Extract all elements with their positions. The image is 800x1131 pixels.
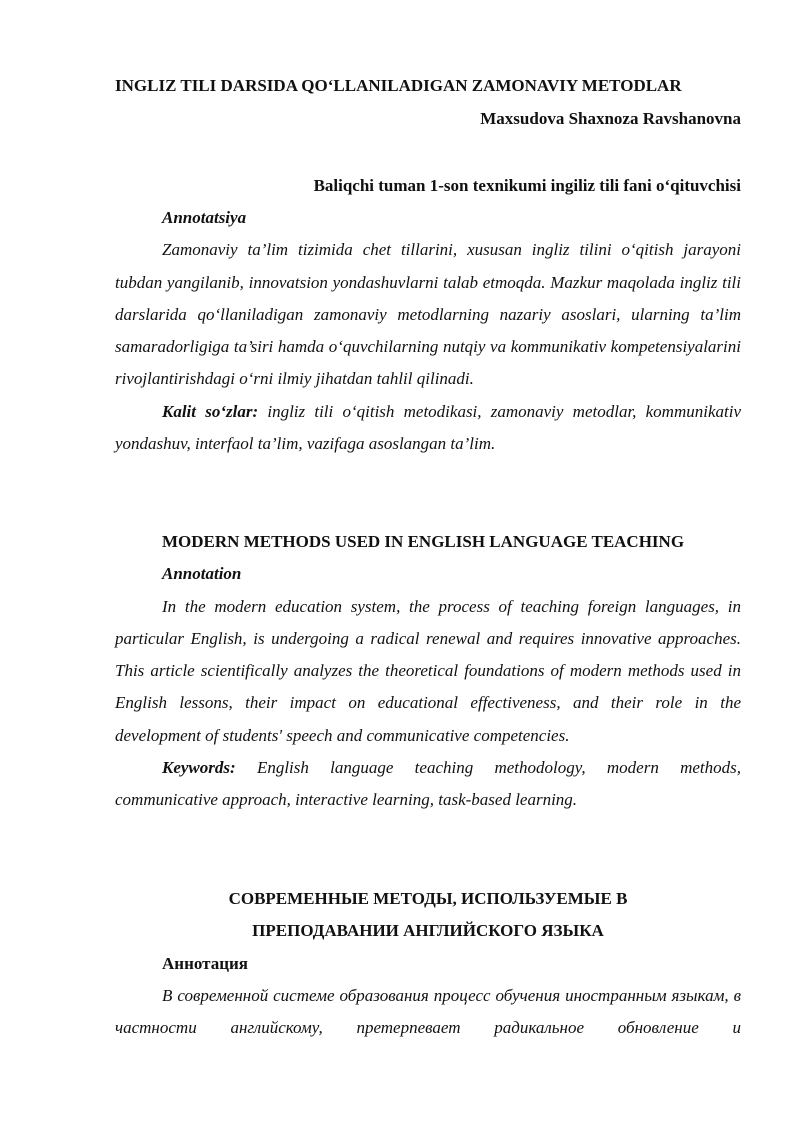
uz-annotation-heading: Annotatsiya	[162, 208, 247, 227]
en-annotation-text: In the modern education system, the process of teaching foreign languages, in particular English, is undergoing a radical renewal and requires innovative approaches. This article scientifically analyzes the theoretical foundations of modern methods used in English lessons, their impact on educational effectiveness, and their role in the development of students' speech and communicative competencies.	[115, 596, 741, 745]
author-name: Maxsudova Shaxnoza Ravshanovna	[480, 109, 741, 128]
ru-title-line-1: СОВРЕМЕННЫЕ МЕТОДЫ, ИСПОЛЬЗУЕМЫЕ В	[228, 889, 628, 908]
uz-keywords-text: ingliz tili o‘qitish metodikasi, zamonaviy metodlar, kommunikativ yondashuv, interfaol ta’lim, vazifaga asoslangan ta’lim.	[115, 401, 741, 454]
uz-annotation-section	[115, 202, 741, 460]
ru-section	[115, 883, 741, 1044]
en-title: MODERN METHODS USED IN ENGLISH LANGUAGE TEACHING	[162, 532, 685, 551]
uz-annotation-text: Zamonaviy ta’lim tizimida chet tillarini, xususan ingliz tilini o‘qitish jarayoni tubdan yangilanib, innovatsion yondashuvlarni talab etmoqda. Mazkur maqolada ingliz tili darslarida qo‘llaniladigan zamonaviy metodlarning nazariy asoslari, ularning ta’lim samaradorligiga ta’siri hamda o‘quvchilarning nutqiy va kommunikativ kompetensiyalarini rivojlantirishdagi o‘rni ilmiy jihatdan tahlil qilinadi.	[115, 240, 741, 389]
uz-title: INGLIZ TILI DARSIDA QO‘LLANILADIGAN ZAMONAVIY METODLAR	[115, 76, 682, 95]
ru-annotation-text: В современной системе образования процесс обучения иностранным языкам, в частности английскому, претерпевает радикальное обновление и	[115, 985, 741, 1038]
uz-keywords	[115, 396, 741, 461]
en-section	[115, 526, 741, 817]
en-keywords-label: Keywords:	[162, 758, 236, 778]
uz-keywords-label: Kalit so‘zlar:	[162, 401, 259, 421]
en-annotation-heading: Annotation	[162, 564, 242, 584]
en-keywords	[115, 752, 741, 817]
en-keywords-text: English language teaching methodology, modern methods, communicative approach, interactive learning, task-based learning.	[115, 758, 741, 810]
ru-annotation-heading: Аннотация	[162, 953, 248, 973]
author-affiliation: Baliqchi tuman 1-son texnikumi ingiliz tili fani o‘qituvchisi	[313, 176, 741, 195]
ru-title-line-2: ПРЕПОДАВАНИИ АНГЛИЙСКОГО ЯЗЫКА	[252, 921, 604, 941]
